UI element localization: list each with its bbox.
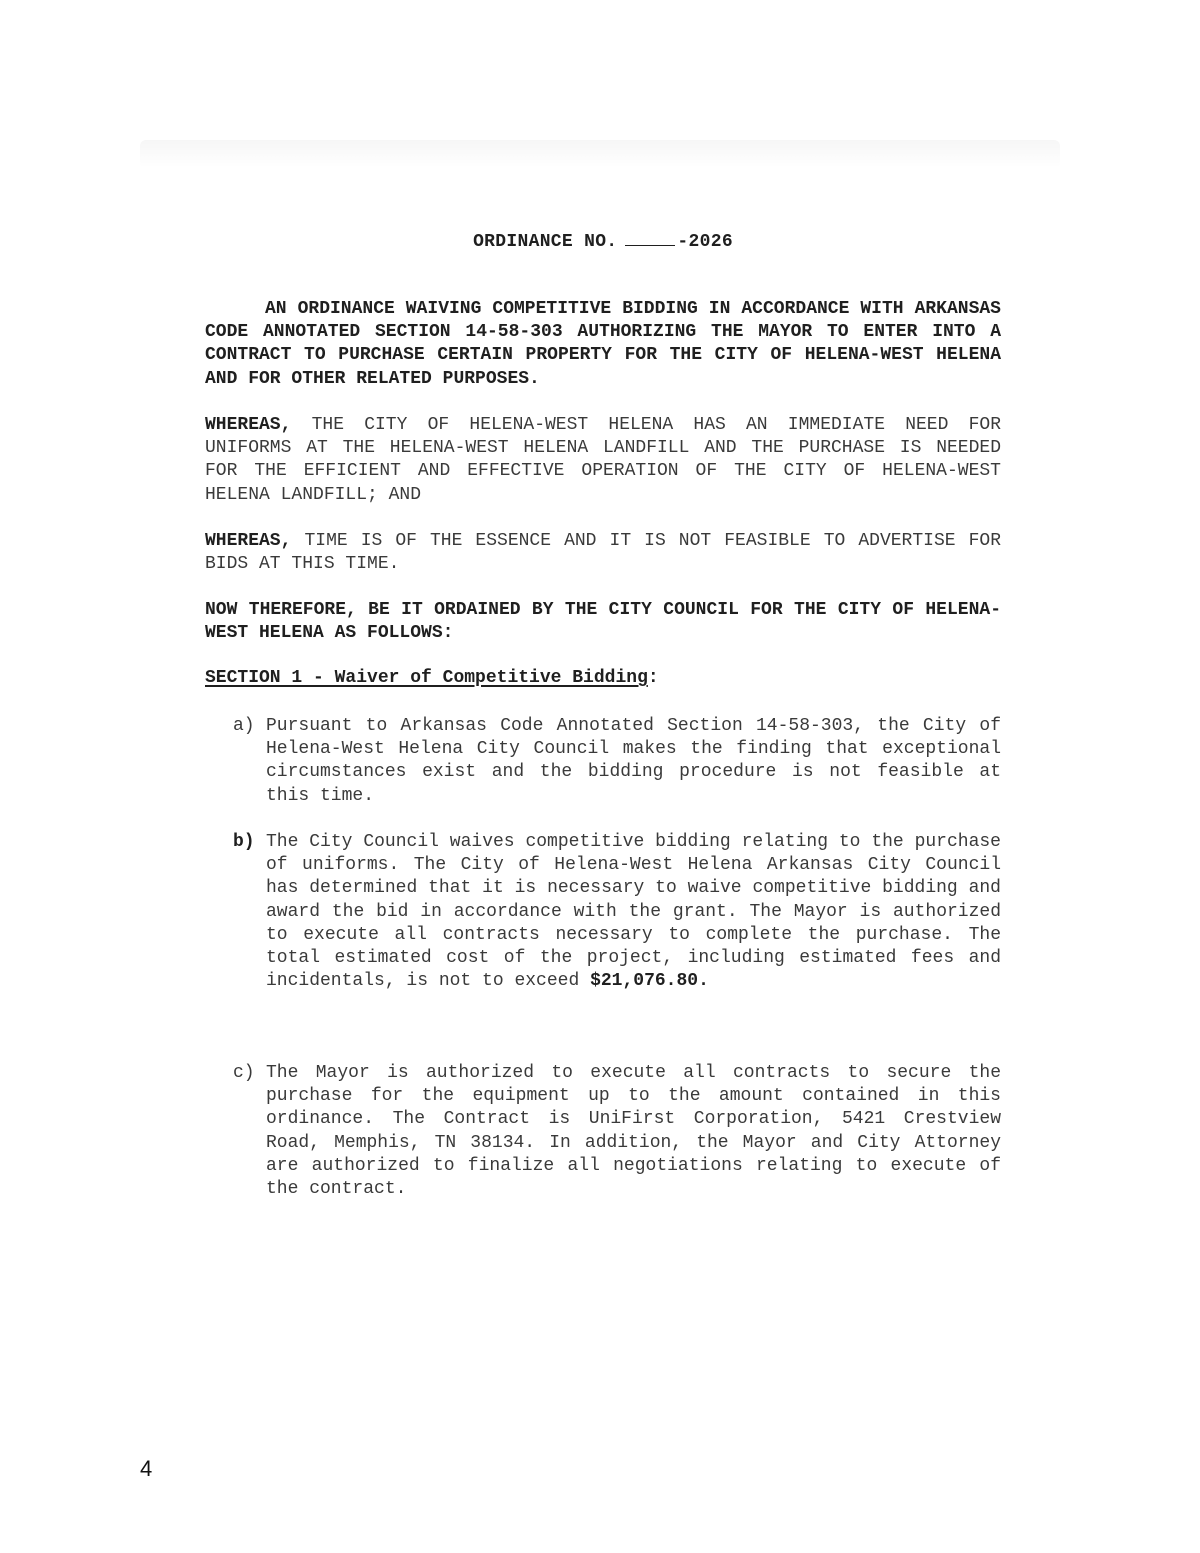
section-1-heading [205,668,659,688]
item-a-marker: a) [233,716,255,736]
item-a-text: Pursuant to Arkansas Code Annotated Section 14-58-303, the City of Helena-West Helena City Council makes the finding that exceptional circumstances exist and the bidding procedure is not feasible at this time. [266,716,1001,806]
ordinance-title [205,229,1001,252]
whereas-1-lead: WHEREAS, [205,415,292,435]
item-b-text-block [266,831,1001,993]
whereas-2-text: TIME IS OF THE ESSENCE AND IT IS NOT FEASIBLE TO ADVERTISE FOR BIDS AT THIS TIME. [205,531,1001,575]
section-1-title: SECTION 1 - Waiver of Competitive Bidding [205,668,648,688]
ordinance-title-prefix: ORDINANCE NO. [473,232,618,252]
item-c-text: The Mayor is authorized to execute all contracts to secure the purchase for the equipment up to the amount contained in this ordinance. The Contract is UniFirst Corporation, 5421 Crestview Road, Memphis, TN 38134. In addition, the Mayor and City Attorney are authorized to finalize all negotiations relating to execute of the contract. [266,1063,1001,1200]
whereas-1-text: THE CITY OF HELENA-WEST HELENA HAS AN IMMEDIATE NEED FOR UNIFORMS AT THE HELENA-WEST HELENA LANDFILL AND THE PURCHASE IS NEEDED FOR THE EFFICIENT AND EFFECTIVE OPERATION OF THE CITY OF HELENA-WEST HELENA LANDFILL; AND [205,415,1001,505]
whereas-clause-2 [205,530,1001,576]
item-c-marker: c) [233,1063,255,1083]
section-1-item-a [233,715,1001,808]
section-1-item-c [233,1062,1001,1201]
ordinance-caption: AN ORDINANCE WAIVING COMPETITIVE BIDDING IN ACCORDANCE WITH ARKANSAS CODE ANNOTATED SECTION 14-58-303 AUTHORIZING THE MAYOR TO ENTER INTO A CONTRACT TO PURCHASE CERTAIN PROPERTY FOR THE CITY OF HELENA-WEST HELENA AND FOR OTHER RELATED PURPOSES. [205,299,1001,389]
whereas-clause-1 [205,414,1001,507]
whereas-2-lead: WHEREAS, [205,531,292,551]
section-1-item-b [233,831,1001,993]
ordinance-number-blank [625,229,675,246]
scan-shadow [140,140,1060,168]
item-b-marker: b) [233,832,255,852]
ordinance-title-suffix: -2026 [677,232,733,252]
item-b-text: The City Council waives competitive bidding relating to the purchase of uniforms. The City of Helena-West Helena Arkansas City Council has determined that it is necessary to waive competitive bidding and award the bid in accordance with the grant. The Mayor is authorized to execute all contracts necessary to complete the purchase. The total estimated cost of the project, including estimated fees and incidentals, is not to exceed [266,832,1001,992]
section-1-colon: : [647,668,659,688]
ordained-clause: NOW THEREFORE, BE IT ORDAINED BY THE CITY COUNCIL FOR THE CITY OF HELENA-WEST HELENA AS FOLLOWS: [205,600,1001,644]
page-number: 4 [140,1456,153,1481]
item-b-amount: $21,076.80 [590,971,699,992]
item-b-end: . [698,971,709,992]
